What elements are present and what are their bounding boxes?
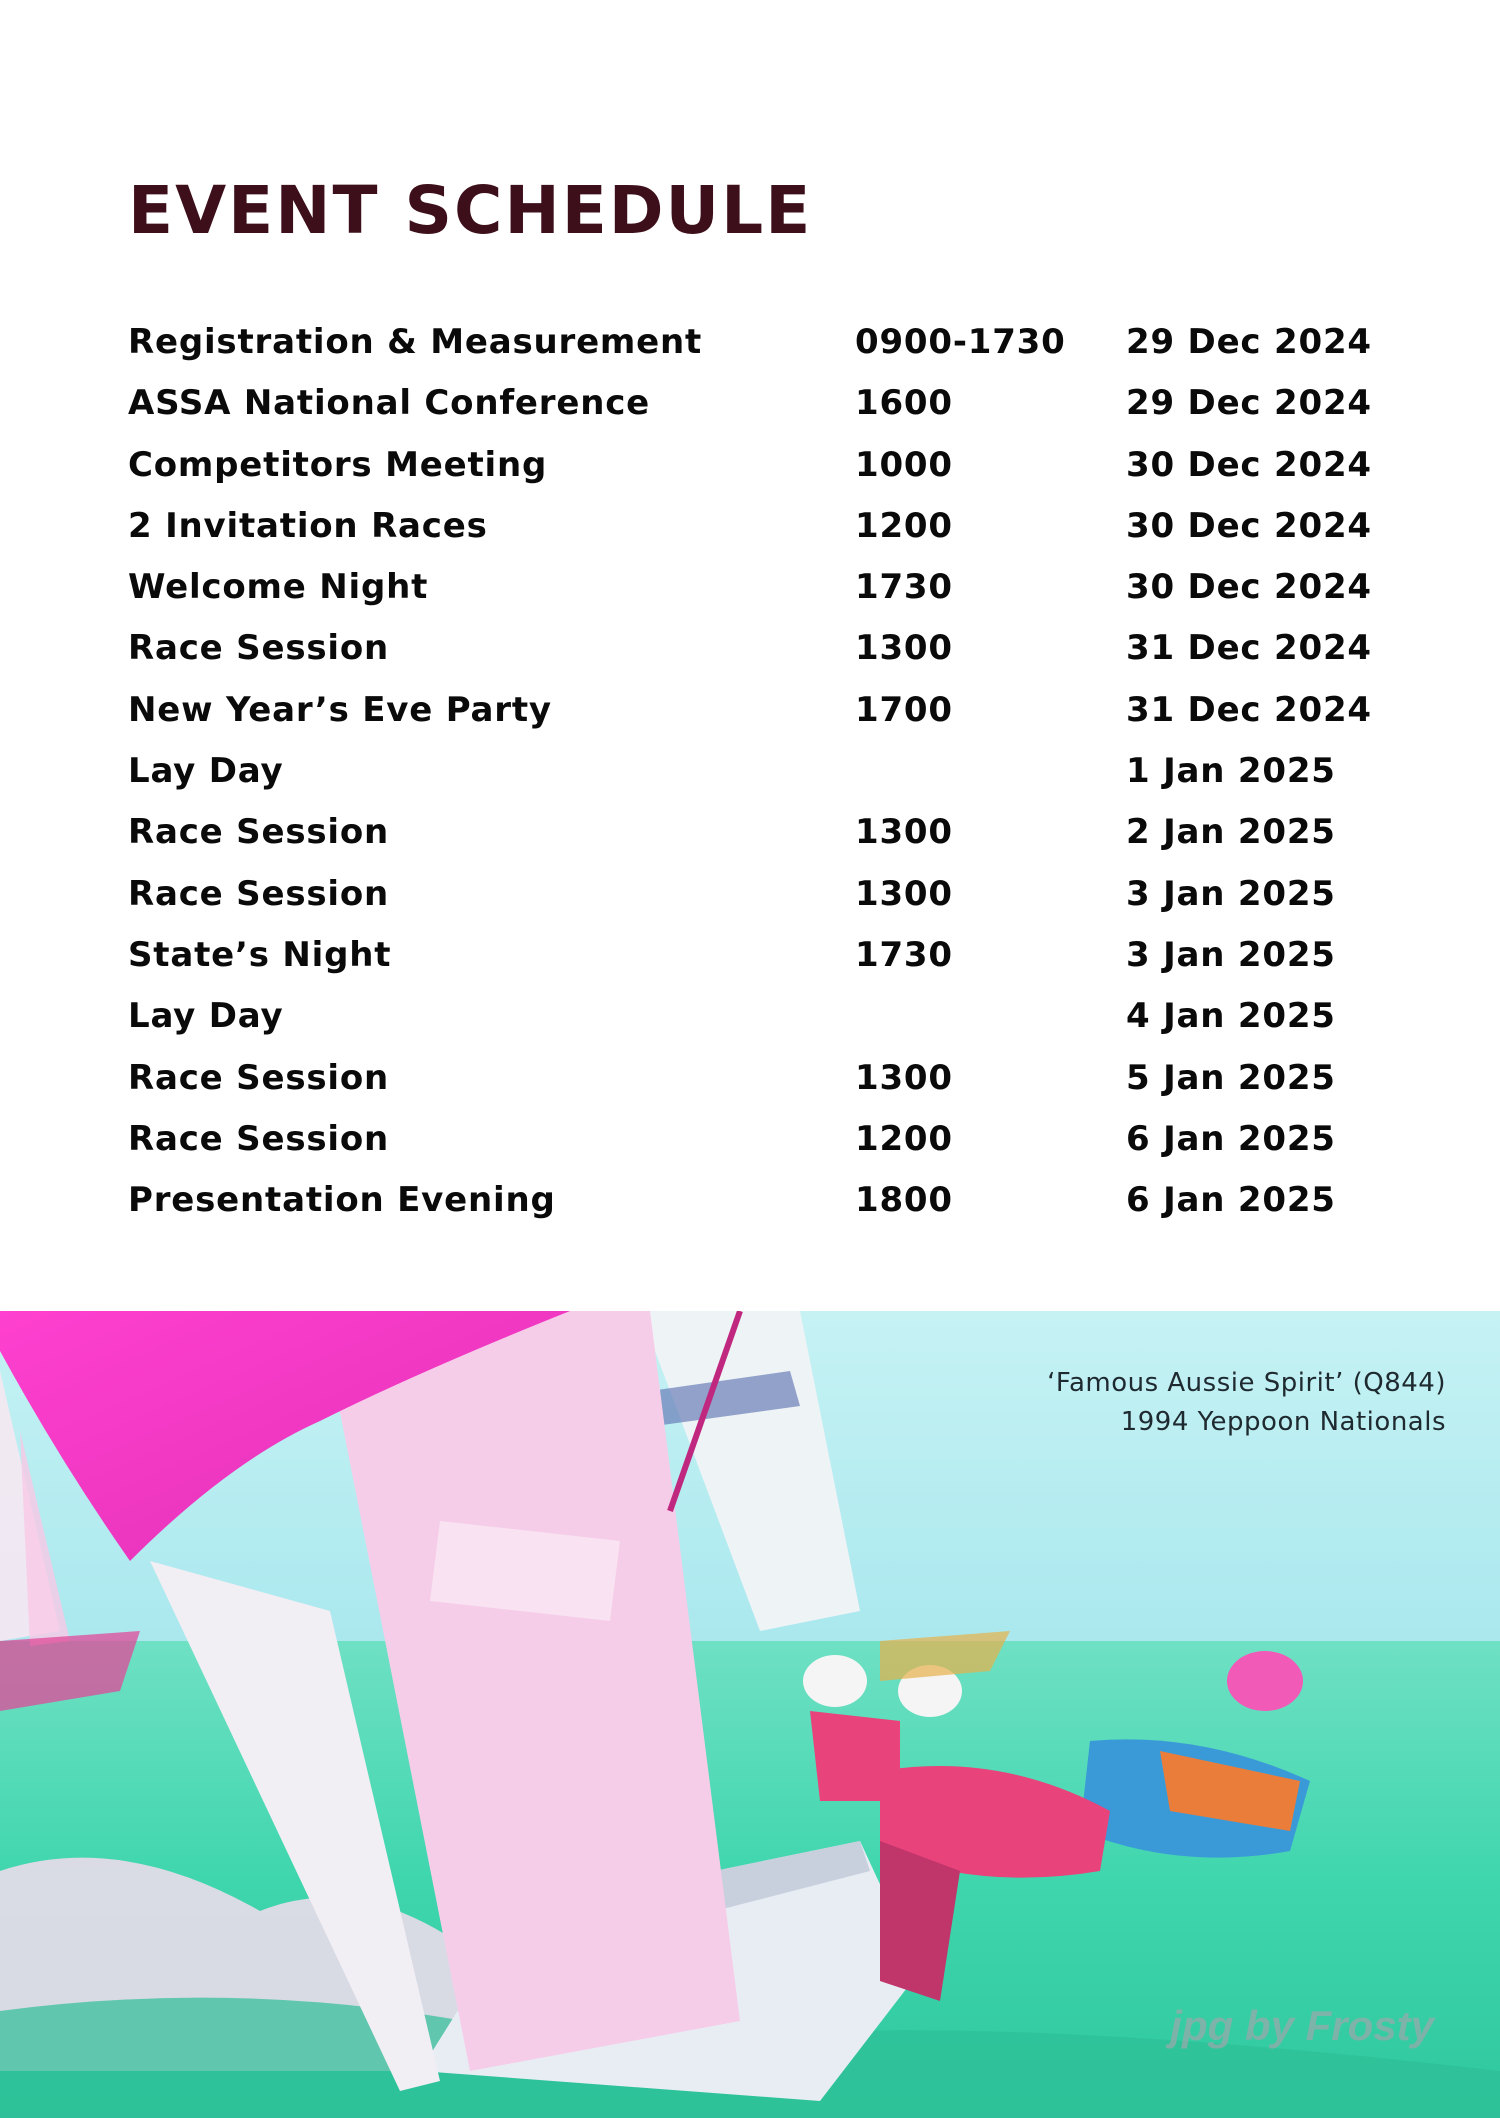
schedule-row — [128, 445, 1388, 506]
schedule-row — [128, 1180, 1388, 1241]
event-name: Race Session — [128, 1118, 390, 1159]
schedule-row — [128, 812, 1388, 873]
schedule-row — [128, 996, 1388, 1057]
schedule-row — [128, 690, 1388, 751]
photo-credit: jpg by Frosty — [1170, 2002, 1434, 2049]
schedule-row — [128, 1119, 1388, 1180]
schedule-row — [128, 751, 1388, 812]
event-date: 30 Dec 2024 — [1126, 567, 1372, 608]
page-title: EVENT SCHEDULE — [128, 172, 813, 249]
event-date: 1 Jan 2025 — [1126, 751, 1336, 792]
event-time: 1730 — [855, 934, 953, 975]
event-name: Lay Day — [128, 996, 284, 1037]
event-name: Welcome Night — [128, 567, 429, 608]
event-name: Race Session — [128, 812, 390, 853]
event-date: 29 Dec 2024 — [1126, 383, 1372, 424]
event-time: 1200 — [855, 505, 953, 546]
event-time: 1300 — [855, 873, 953, 914]
event-name: New Year’s Eve Party — [128, 689, 552, 730]
event-name: State’s Night — [128, 934, 392, 975]
schedule-row — [128, 935, 1388, 996]
event-name: Presentation Evening — [128, 1180, 556, 1221]
event-date: 29 Dec 2024 — [1126, 322, 1372, 362]
schedule-row — [128, 322, 1388, 383]
event-name: Race Session — [128, 628, 390, 669]
event-time: 1800 — [855, 1180, 953, 1221]
event-name: Competitors Meeting — [128, 444, 548, 485]
event-date: 31 Dec 2024 — [1126, 628, 1372, 669]
event-name: Lay Day — [128, 751, 284, 792]
schedule-row — [128, 628, 1388, 689]
event-name: ASSA National Conference — [128, 383, 651, 424]
event-date: 5 Jan 2025 — [1126, 1057, 1336, 1098]
schedule-row — [128, 567, 1388, 628]
event-name: 2 Invitation Races — [128, 505, 488, 546]
event-time: 1300 — [855, 812, 953, 853]
event-date: 3 Jan 2025 — [1126, 934, 1336, 975]
event-date: 31 Dec 2024 — [1126, 689, 1372, 730]
schedule-row — [128, 874, 1388, 935]
caption-boat-name: ‘Famous Aussie Spirit’ (Q844) — [1047, 1368, 1446, 1398]
schedule-row — [128, 383, 1388, 444]
event-time: 1300 — [855, 628, 953, 669]
event-time: 1000 — [855, 444, 953, 485]
event-name: Race Session — [128, 1057, 390, 1098]
event-time: 1700 — [855, 689, 953, 730]
event-time: 1600 — [855, 383, 953, 424]
event-date: 6 Jan 2025 — [1126, 1180, 1336, 1221]
event-name: Race Session — [128, 873, 390, 914]
event-date: 6 Jan 2025 — [1126, 1118, 1336, 1159]
event-time: 0900-1730 — [855, 322, 1066, 362]
photo-caption — [1047, 1364, 1446, 1442]
schedule-row — [128, 1058, 1388, 1119]
event-time: 1200 — [855, 1118, 953, 1159]
event-date: 3 Jan 2025 — [1126, 873, 1336, 914]
caption-event: 1994 Yeppoon Nationals — [1120, 1407, 1446, 1437]
schedule-row — [128, 506, 1388, 567]
event-time: 1300 — [855, 1057, 953, 1098]
event-name: Registration & Measurement — [128, 322, 703, 362]
event-date: 30 Dec 2024 — [1126, 444, 1372, 485]
event-date: 2 Jan 2025 — [1126, 812, 1336, 853]
event-date: 30 Dec 2024 — [1126, 505, 1372, 546]
event-date: 4 Jan 2025 — [1126, 996, 1336, 1037]
event-time: 1730 — [855, 567, 953, 608]
event-schedule — [128, 322, 1388, 1241]
